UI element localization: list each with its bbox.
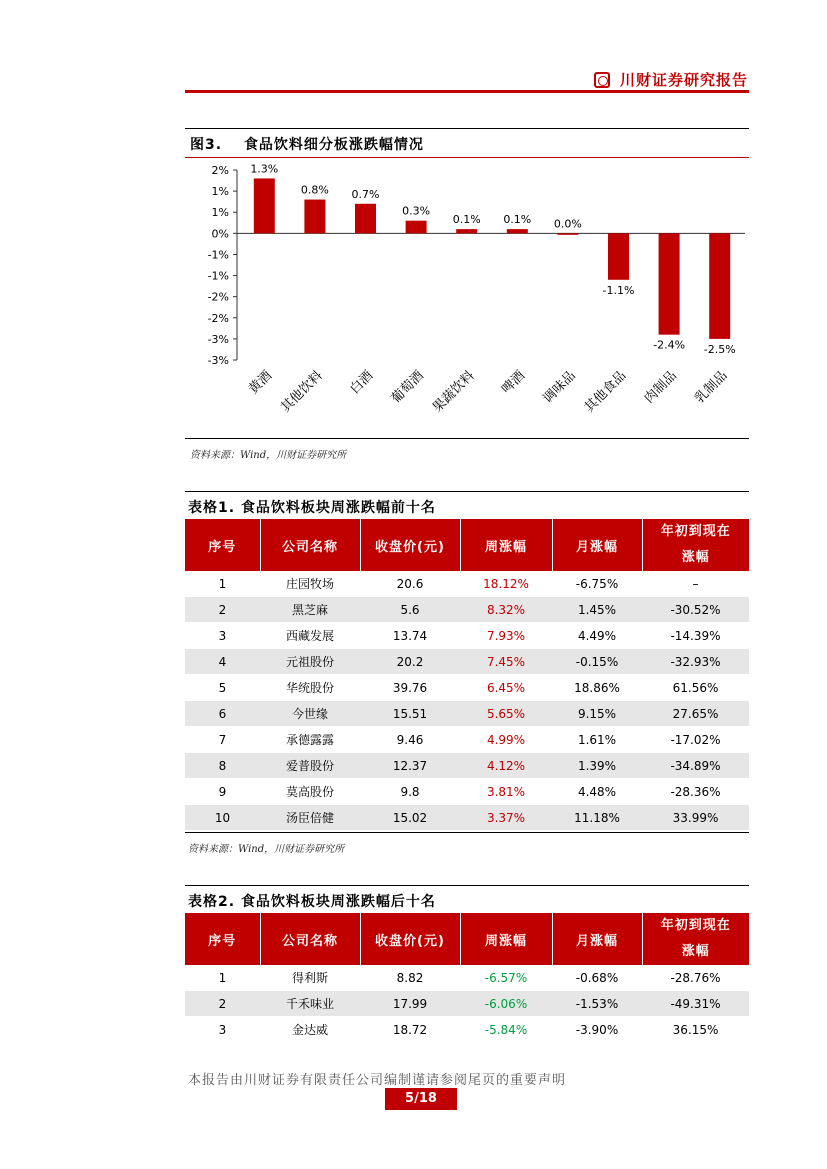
- col-header-ytd-line2: 涨幅: [681, 550, 710, 565]
- cell-index: 5: [185, 675, 260, 701]
- category-label: 其他饮料: [278, 368, 326, 416]
- bar-4: [456, 229, 477, 233]
- cell-ytd-change: -28.36%: [642, 779, 749, 805]
- cell-index: 7: [185, 727, 260, 753]
- cell-ytd-change: -32.93%: [642, 649, 749, 675]
- table1-source: 资料来源：Wind，川财证券研究所: [188, 844, 345, 855]
- cell-company: 承德露露: [260, 727, 360, 753]
- category-label: 果蔬饮料: [430, 368, 478, 416]
- cell-week-change: -6.57%: [460, 965, 552, 991]
- cell-close: 8.82: [360, 965, 460, 991]
- table2-caption: [188, 891, 436, 911]
- table1-caption: [188, 497, 436, 517]
- cell-index: 2: [185, 597, 260, 623]
- cell-ytd-change: 36.15%: [642, 1017, 749, 1043]
- col-header-ytd: [642, 519, 749, 571]
- cell-ytd-change: -34.89%: [642, 753, 749, 779]
- y-tick-label: -2%: [207, 290, 229, 304]
- company-logo-icon: [594, 72, 610, 88]
- cell-week-change: 5.65%: [460, 701, 552, 727]
- data-label: 0.0%: [553, 217, 582, 231]
- y-tick-label: -2%: [207, 311, 229, 325]
- table-row: [185, 649, 749, 675]
- col-header-month: 月涨幅: [552, 913, 642, 965]
- category-label: 肉制品: [641, 368, 680, 407]
- y-tick-label: 1%: [211, 185, 229, 199]
- table-row: [185, 779, 749, 805]
- cell-company: 今世缘: [260, 701, 360, 727]
- y-tick-label: 0%: [211, 227, 229, 241]
- table-row: [185, 675, 749, 701]
- col-header-week: 周涨幅: [460, 913, 552, 965]
- col-header-week: 周涨幅: [460, 519, 552, 571]
- table-row: [185, 805, 749, 831]
- figure-source: 资料来源：Wind，川财证券研究所: [190, 450, 347, 461]
- bar-9: [709, 233, 730, 339]
- category-label: 黄酒: [246, 368, 276, 398]
- col-header-company: 公司名称: [260, 519, 360, 571]
- cell-week-change: 3.81%: [460, 779, 552, 805]
- category-label: 乳制品: [692, 368, 731, 407]
- col-header-close: 收盘价(元): [360, 519, 460, 571]
- cell-ytd-change: -30.52%: [642, 597, 749, 623]
- y-tick-label: -1%: [207, 269, 229, 283]
- cell-index: 9: [185, 779, 260, 805]
- cell-close: 13.74: [360, 623, 460, 649]
- table-row: [185, 571, 749, 597]
- cell-week-change: -5.84%: [460, 1017, 552, 1043]
- col-header-close: 收盘价(元): [360, 913, 460, 965]
- table-row: [185, 965, 749, 991]
- table1-title: 食品饮料板块周涨跌幅前十名: [240, 500, 436, 516]
- cell-company: 汤臣倍健: [260, 805, 360, 831]
- top-ten-table: [185, 519, 749, 831]
- bar-2: [355, 204, 376, 234]
- cell-month-change: 1.61%: [552, 727, 642, 753]
- data-label: 0.7%: [351, 187, 380, 201]
- table1-top-rule: [185, 491, 749, 492]
- cell-company: 爱普股份: [260, 753, 360, 779]
- category-label: 调味品: [540, 368, 579, 407]
- table-header-row: [185, 519, 749, 571]
- bar-8: [659, 233, 680, 334]
- cell-week-change: 6.45%: [460, 675, 552, 701]
- footer-disclaimer: 本报告由川财证券有限责任公司编制谨请参阅尾页的重要声明: [188, 1073, 567, 1088]
- table-row: [185, 727, 749, 753]
- col-header-company: 公司名称: [260, 913, 360, 965]
- figure-number: 图3.: [190, 137, 223, 153]
- cell-ytd-change: -14.39%: [642, 623, 749, 649]
- cell-close: 15.02: [360, 805, 460, 831]
- cell-month-change: -1.53%: [552, 991, 642, 1017]
- category-label: 啤酒: [499, 368, 529, 398]
- cell-ytd-change: 33.99%: [642, 805, 749, 831]
- bar-chart: [185, 158, 749, 438]
- category-label: 其他食品: [581, 368, 630, 416]
- cell-company: 元祖股份: [260, 649, 360, 675]
- col-header-ytd-line2: 涨幅: [681, 944, 710, 959]
- cell-company: 庄园牧场: [260, 571, 360, 597]
- cell-index: 8: [185, 753, 260, 779]
- report-header: [594, 69, 748, 90]
- data-label: 1.3%: [250, 162, 279, 176]
- cell-close: 20.2: [360, 649, 460, 675]
- cell-company: 华统股份: [260, 675, 360, 701]
- cell-week-change: 18.12%: [460, 571, 552, 597]
- cell-month-change: 1.39%: [552, 753, 642, 779]
- cell-close: 12.37: [360, 753, 460, 779]
- cell-close: 18.72: [360, 1017, 460, 1043]
- category-label: 葡萄酒: [388, 368, 427, 407]
- figure-title: 食品饮料细分板涨跌幅情况: [243, 137, 424, 153]
- cell-week-change: 8.32%: [460, 597, 552, 623]
- bar-3: [406, 221, 427, 234]
- cell-company: 得利斯: [260, 965, 360, 991]
- bar-0: [254, 178, 275, 233]
- cell-index: 3: [185, 1017, 260, 1043]
- cell-ytd-change: 27.65%: [642, 701, 749, 727]
- figure-bottom-rule: [185, 438, 749, 439]
- table2-number: 表格2.: [188, 894, 236, 910]
- header-divider: [185, 90, 749, 93]
- y-tick-label: -3%: [207, 332, 229, 346]
- data-label: -2.4%: [653, 338, 686, 352]
- data-label: 0.3%: [402, 204, 431, 218]
- cell-ytd-change: -17.02%: [642, 727, 749, 753]
- figure-top-rule: [185, 128, 749, 129]
- cell-week-change: 4.12%: [460, 753, 552, 779]
- data-label: 0.1%: [452, 213, 481, 227]
- cell-close: 5.6: [360, 597, 460, 623]
- col-header-index: 序号: [185, 519, 260, 571]
- table-row: [185, 623, 749, 649]
- cell-close: 15.51: [360, 701, 460, 727]
- y-tick-label: 2%: [211, 164, 229, 177]
- col-header-ytd: [642, 913, 749, 965]
- table2-top-rule: [185, 885, 749, 886]
- table1-bottom-rule: [185, 832, 749, 833]
- cell-company: 千禾味业: [260, 991, 360, 1017]
- cell-ytd-change: 61.56%: [642, 675, 749, 701]
- cell-week-change: 3.37%: [460, 805, 552, 831]
- page-number: 5/18: [385, 1088, 457, 1110]
- data-label: -1.1%: [602, 283, 635, 297]
- col-header-month: 月涨幅: [552, 519, 642, 571]
- data-label: 0.1%: [503, 213, 532, 227]
- cell-index: 3: [185, 623, 260, 649]
- table-row: [185, 991, 749, 1017]
- cell-week-change: 7.93%: [460, 623, 552, 649]
- cell-index: 10: [185, 805, 260, 831]
- y-tick-label: 1%: [211, 206, 229, 220]
- cell-month-change: 18.86%: [552, 675, 642, 701]
- cell-week-change: 7.45%: [460, 649, 552, 675]
- col-header-ytd-line1: 年初到现在: [660, 524, 731, 539]
- table-row: [185, 597, 749, 623]
- cell-company: 西藏发展: [260, 623, 360, 649]
- data-label: 0.8%: [300, 183, 329, 197]
- cell-company: 黑芝麻: [260, 597, 360, 623]
- cell-month-change: 11.18%: [552, 805, 642, 831]
- cell-month-change: 4.48%: [552, 779, 642, 805]
- cell-week-change: -6.06%: [460, 991, 552, 1017]
- cell-ytd-change: –: [642, 571, 749, 597]
- cell-month-change: -0.68%: [552, 965, 642, 991]
- col-header-ytd-line1: 年初到现在: [660, 918, 731, 933]
- cell-month-change: 9.15%: [552, 701, 642, 727]
- cell-month-change: 1.45%: [552, 597, 642, 623]
- cell-index: 4: [185, 649, 260, 675]
- cell-company: 金达威: [260, 1017, 360, 1043]
- y-tick-label: -1%: [207, 248, 229, 262]
- table-row: [185, 701, 749, 727]
- figure-caption: [190, 134, 424, 154]
- cell-index: 1: [185, 571, 260, 597]
- table-header-row: [185, 913, 749, 965]
- bar-1: [304, 200, 325, 234]
- data-label: -2.5%: [703, 342, 736, 356]
- table-row: [185, 1017, 749, 1043]
- table2-title: 食品饮料板块周涨跌幅后十名: [240, 894, 436, 910]
- cell-index: 6: [185, 701, 260, 727]
- table-row: [185, 753, 749, 779]
- cell-close: 9.8: [360, 779, 460, 805]
- cell-close: 9.46: [360, 727, 460, 753]
- bar-6: [557, 233, 578, 235]
- cell-close: 20.6: [360, 571, 460, 597]
- cell-index: 1: [185, 965, 260, 991]
- cell-close: 17.99: [360, 991, 460, 1017]
- cell-close: 39.76: [360, 675, 460, 701]
- bar-5: [507, 229, 528, 233]
- cell-month-change: -3.90%: [552, 1017, 642, 1043]
- bar-7: [608, 233, 629, 279]
- table1-number: 表格1.: [188, 500, 236, 516]
- cell-company: 莫高股份: [260, 779, 360, 805]
- cell-ytd-change: -28.76%: [642, 965, 749, 991]
- bottom-ten-table: [185, 913, 749, 1043]
- category-label: 白酒: [347, 368, 377, 398]
- col-header-index: 序号: [185, 913, 260, 965]
- cell-week-change: 4.99%: [460, 727, 552, 753]
- cell-month-change: 4.49%: [552, 623, 642, 649]
- header-title: 川财证券研究报告: [619, 71, 748, 89]
- cell-ytd-change: -49.31%: [642, 991, 749, 1017]
- y-tick-label: -3%: [207, 354, 229, 367]
- cell-index: 2: [185, 991, 260, 1017]
- cell-month-change: -6.75%: [552, 571, 642, 597]
- cell-month-change: -0.15%: [552, 649, 642, 675]
